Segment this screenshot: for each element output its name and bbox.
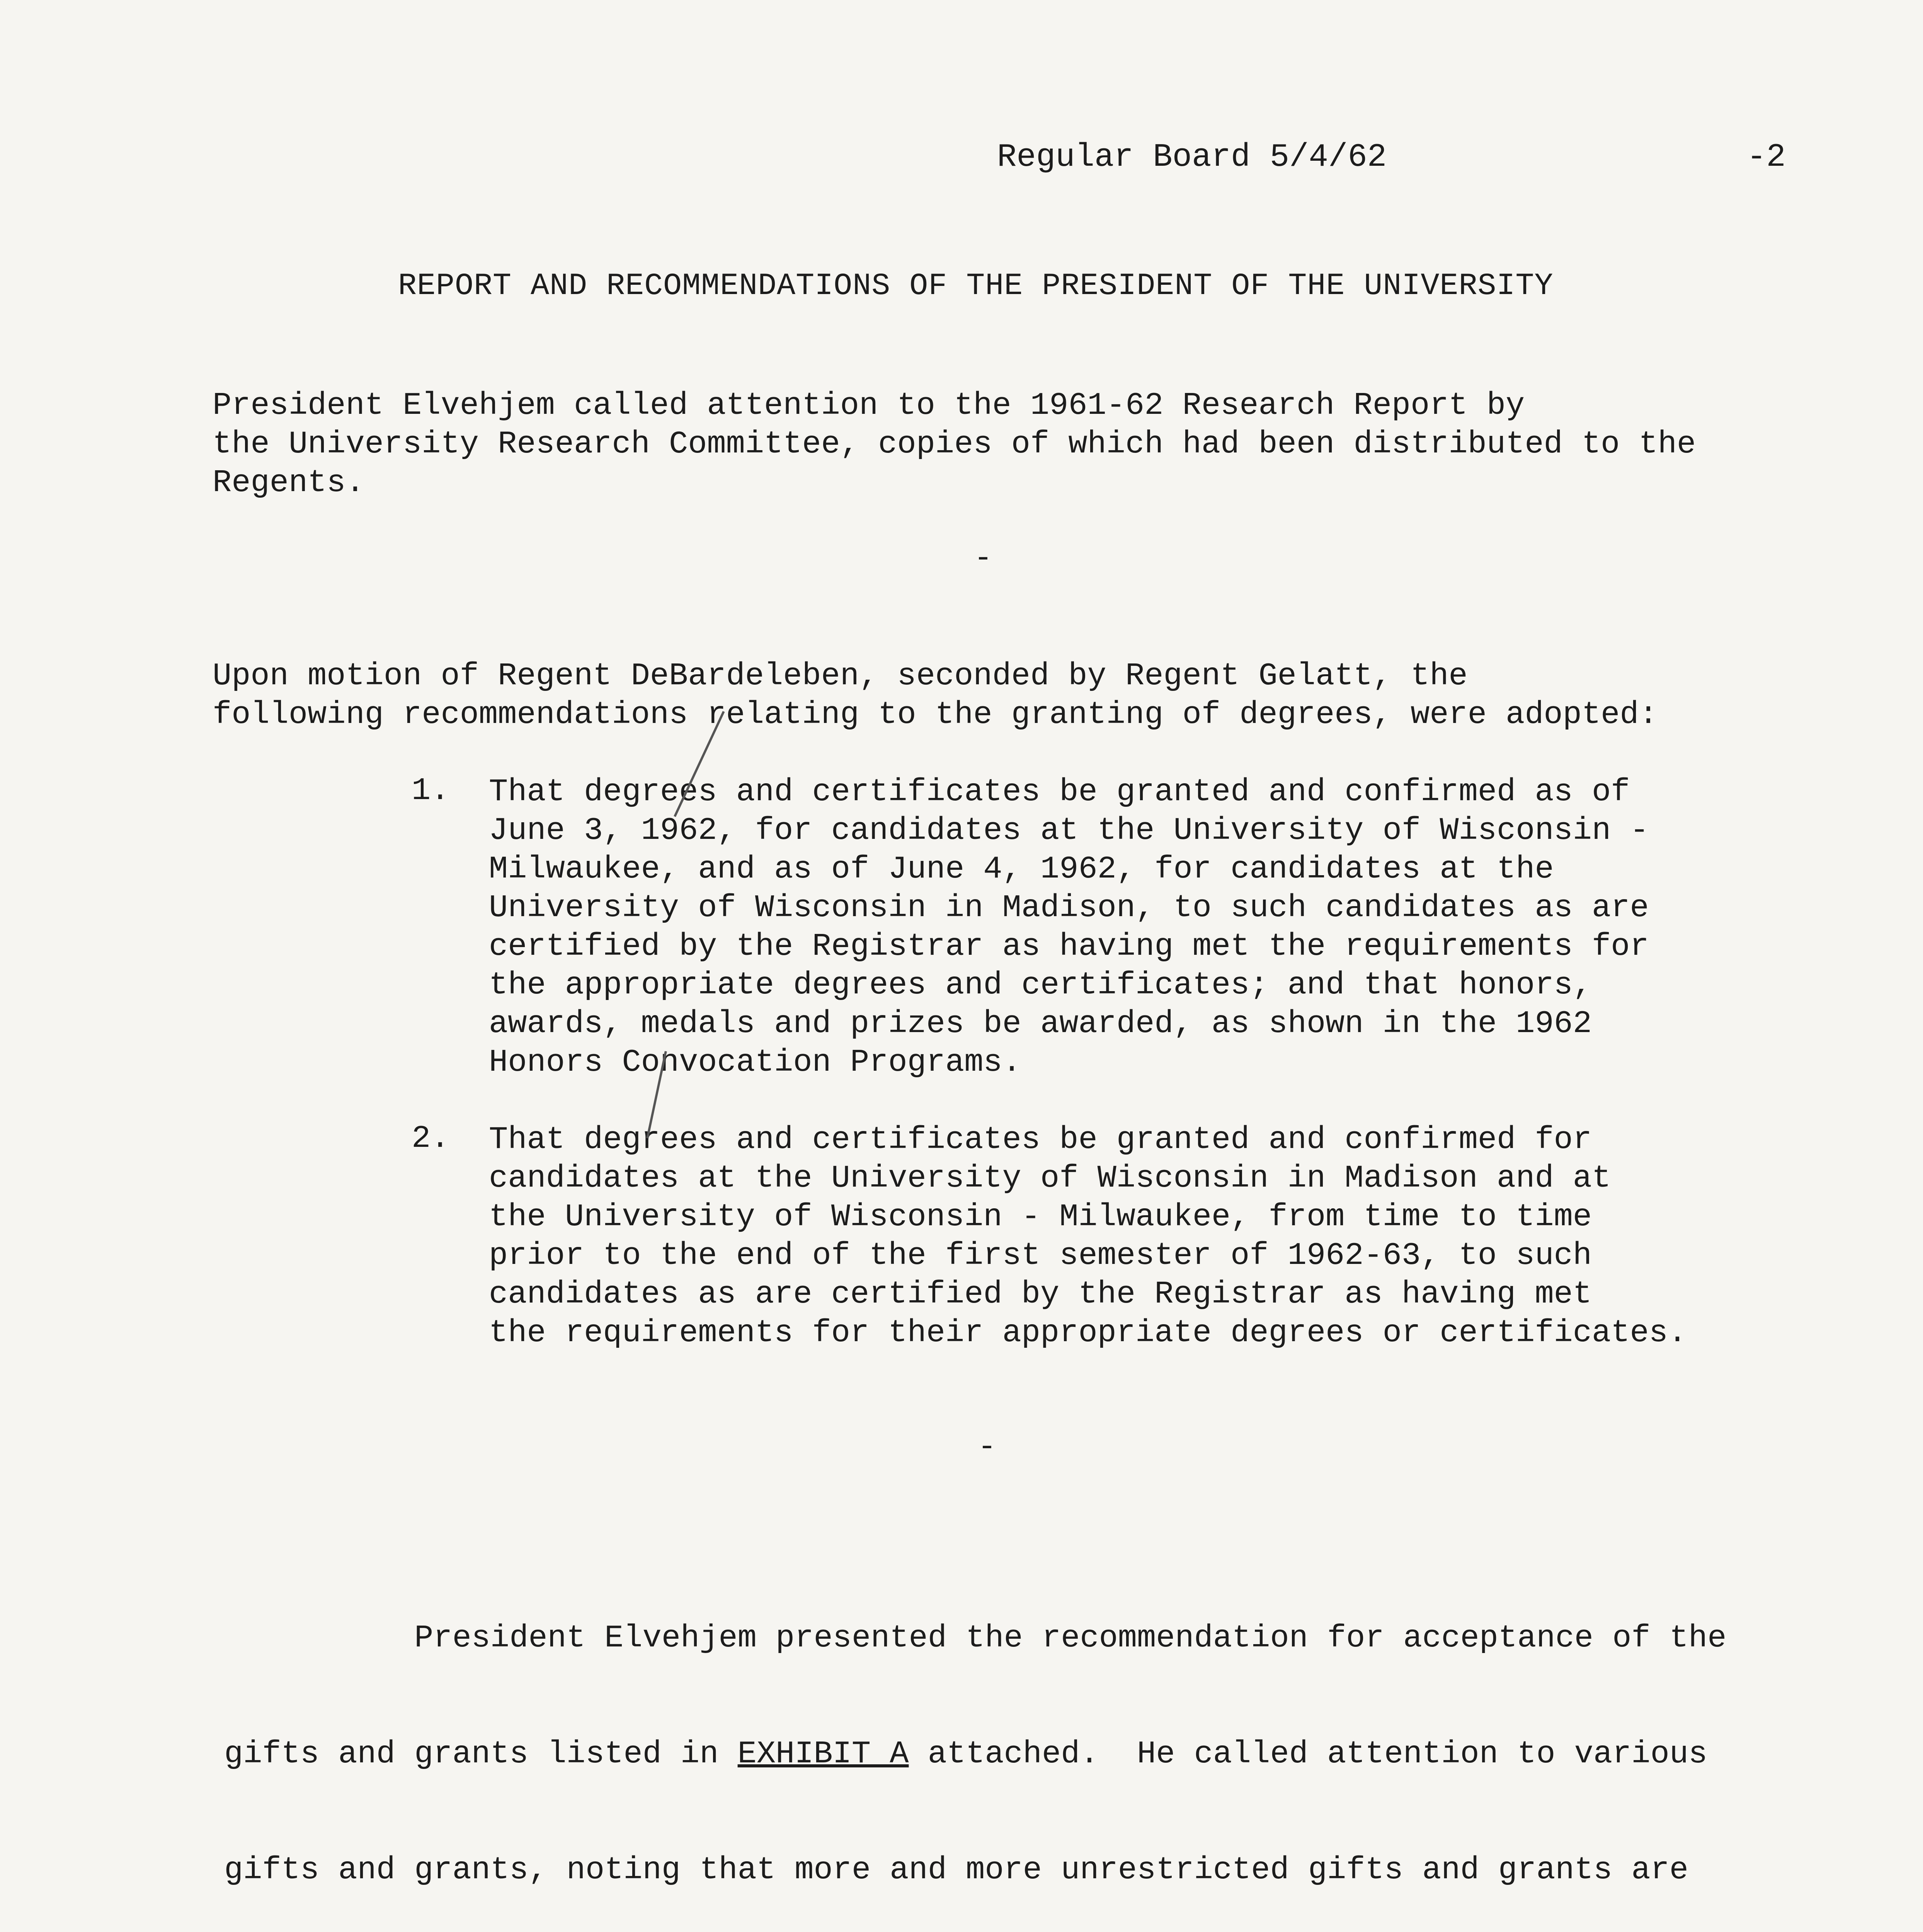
separator-2: -	[978, 1430, 997, 1465]
paragraph-degrees-motion: Upon motion of Regent DeBardeleben, seconded by Regent Gelatt, the following recommendations relating to the granting of degrees, were adopted:	[213, 658, 1658, 733]
list-number-1: 1.	[412, 773, 450, 809]
paragraph-research-report: President Elvehjem called attention to the 1961-62 Research Report by the University Research Committee, copies of which had been distributed to the Regents.	[213, 388, 1696, 501]
section-heading: REPORT AND RECOMMENDATIONS OF THE PRESIDENT OF THE UNIVERSITY	[398, 269, 1554, 304]
gifts-line-1: President Elvehjem presented the recommendation for acceptance of the	[414, 1620, 1727, 1656]
page-marker-top: -2	[1747, 139, 1786, 176]
paragraph-gifts-grants	[224, 1542, 1809, 1932]
list-number-2: 2.	[412, 1121, 450, 1156]
gifts-line-2: gifts and grants listed in EXHIBIT A attached. He called attention to various	[224, 1736, 1708, 1772]
gifts-line-3: gifts and grants, noting that more and more unrestricted gifts and grants are	[224, 1852, 1689, 1888]
list-text-2: That degrees and certificates be granted and confirmed for candidates at the University of Wisconsin in Madison and at the University of Wisconsin - Milwaukee, from time to time prior to the end of the first semester of 1962-63, to such candidates as are certified by the Registrar as having met the requirements for their appropriate degrees or certificates.	[489, 1122, 1687, 1351]
board-date-header: Regular Board 5/4/62	[997, 139, 1387, 176]
list-text-1: That degrees and certificates be granted and confirmed as of June 3, 1962, for candidates at the University of Wisconsin - Milwaukee, and as of June 4, 1962, for candidates at the University of Wisconsin in Madison, to such candidates as are certified by the Registrar as having met the requirements for the appropriate degrees and certificates; and that honors, awards, medals and prizes be awarded, as shown in the 1962 Honors Convocation Programs.	[489, 774, 1649, 1080]
separator-1: -	[974, 541, 993, 576]
exhibit-a-ref: EXHIBIT A	[737, 1736, 909, 1772]
